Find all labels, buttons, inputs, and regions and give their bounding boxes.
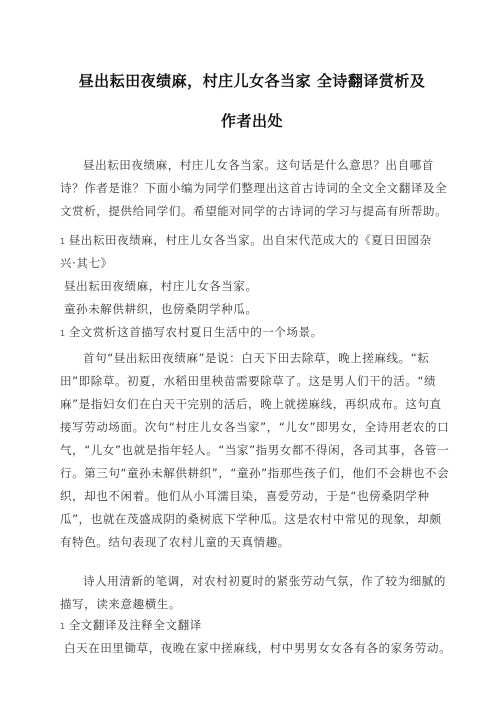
- section2-heading: [60, 324, 323, 340]
- section3-heading: [60, 617, 202, 633]
- poem-line2: 童孙未解供耕织，也傍桑阴学种瓜。: [64, 302, 258, 316]
- poem-line1: 昼出耘田夜绩麻，村庄儿女各当家。: [64, 279, 258, 293]
- document-title-line2: 作者出处: [220, 112, 283, 130]
- section2-heading-text: 全文赏析这首描写农村夏日生活中的一个场景。: [68, 325, 323, 339]
- section3-body: 白天在田里锄草，夜晚在家中搓麻线，村中男男女女各有各的家务劳动。: [64, 641, 452, 655]
- section1-number: 1: [60, 237, 66, 246]
- section2-number: 1: [60, 329, 66, 338]
- section3-heading-text: 全文翻译及注释全文翻译: [68, 618, 202, 632]
- section2-body2: 诗人用清新的笔调，对农村初夏时的紧张劳动气氛，作了较为细腻的描写，读来意趣横生。: [60, 574, 446, 611]
- section1-line1: [60, 232, 432, 248]
- section2-body: 首句“昼出耘田夜绩麻”是说：白天下田去除草，晚上搓麻线。“耘田”即除草。初夏，水稻田里秧苗需要除草了。这是男人们干的活。“绩麻”是指妇女们在白天干完别的活后，晚上就搓麻线，再织成布。这句直接写劳动场面。次句“村庄儿女各当家”，“儿女”即男女，全诗用老农的口气，“儿女”也就是指年轻人。“当家”指男女都不得闲，各司其事，各管一行。第三句“童孙未解供耕织”，“童孙”指那些孩子们，他们不会耕也不会织，却也不闲着。他们从小耳濡目染，喜爱劳动，于是“也傍桑阴学种瓜”，也就在茂盛成阴的桑树底下学种瓜。这是农村中常见的现象，却颇有特色。结句表现了农村儿童的天真情趣。: [60, 351, 450, 549]
- section1-text: 昼出耘田夜绩麻，村庄儿女各当家。出自宋代范成大的《夏日田园杂: [68, 233, 432, 247]
- document-title-line1: 昼出耘田夜绩麻，村庄儿女各当家 全诗翻译赏析及: [78, 72, 426, 90]
- section3-number: 1: [60, 622, 66, 631]
- section1-line2: 兴·其七》: [60, 256, 113, 270]
- intro-paragraph: 昼出耘田夜绩麻，村庄儿女各当家。这句话是什么意思？出自哪首诗？作者是谁？下面小编为同学们整理出这首古诗词的全文全文翻译及全文赏析，提供给同学们。希望能对同学的古诗词的学习与提高有所帮助。: [60, 158, 448, 218]
